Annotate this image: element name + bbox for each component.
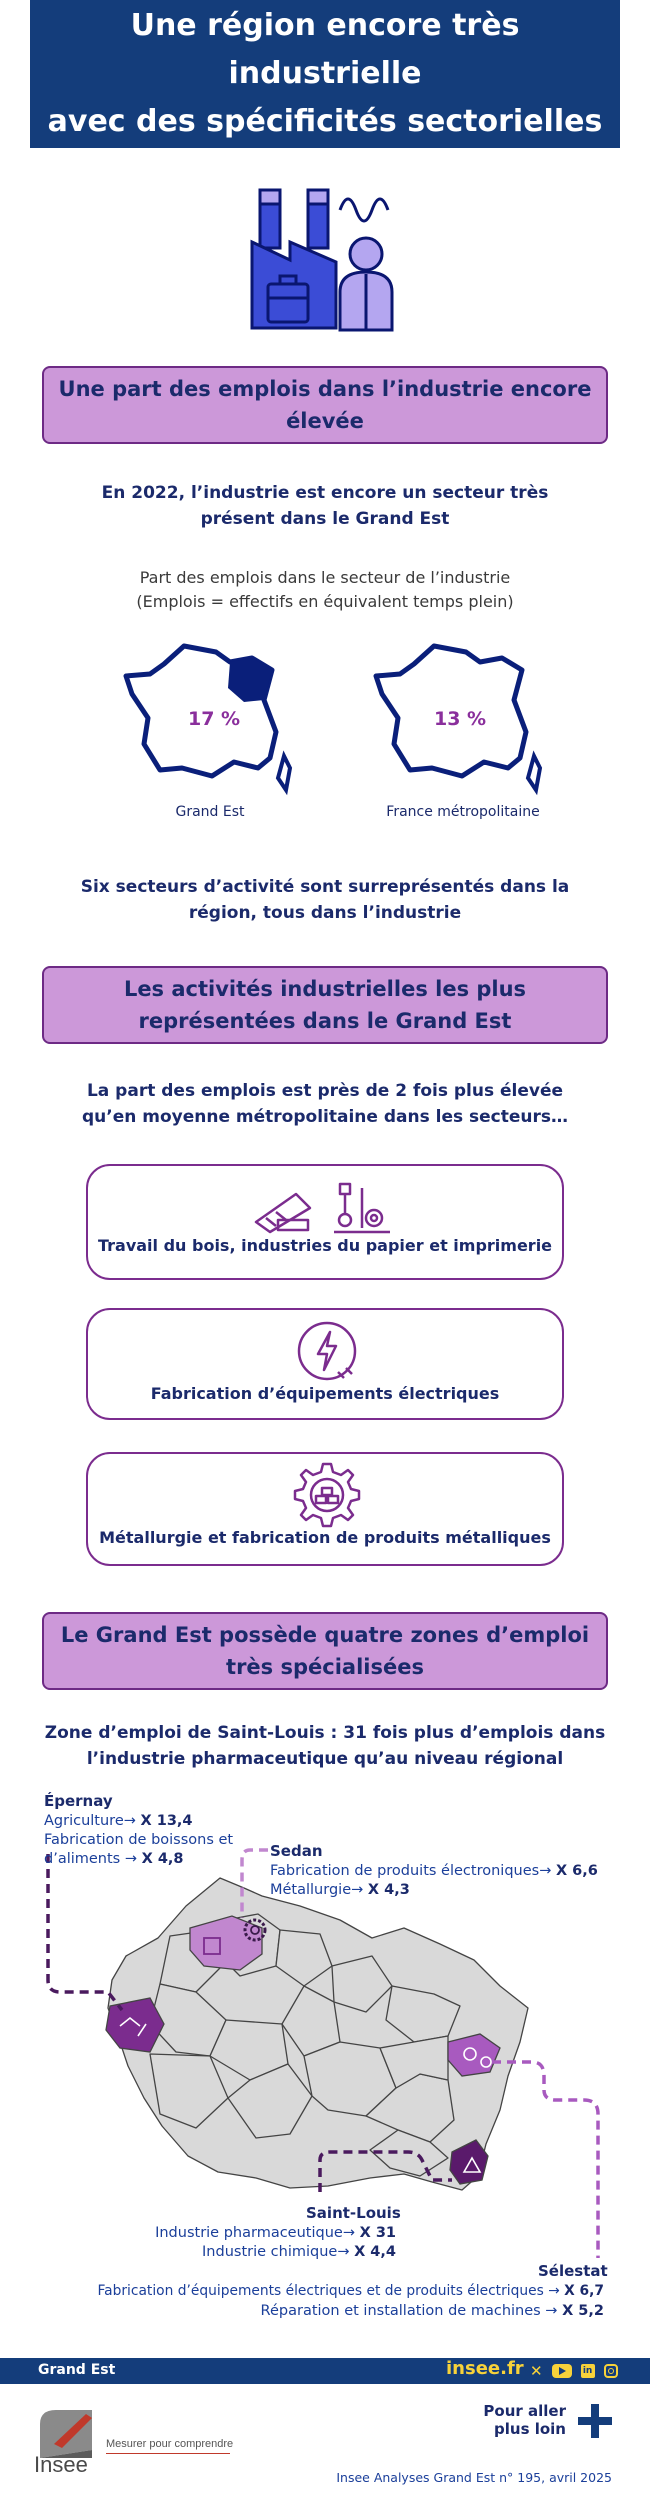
zone-epernay-name: Épernay: [44, 1792, 113, 1810]
chart-title-line1: Part des emplois dans le secteur de l’industrie: [139, 568, 511, 587]
section1-title-box: [42, 366, 608, 444]
france-value: 13 %: [434, 708, 487, 730]
sector-card-electric: [86, 1308, 564, 1420]
wood-paper-icon: [250, 1178, 400, 1236]
section2-intro-line1: La part des emplois est près de 2 fois plus élevée: [86, 1081, 564, 1101]
section1-intro: En 2022, l’industrie est encore un secteur très présent dans le Grand Est: [101, 483, 549, 529]
metal-gear-icon: [292, 1460, 362, 1530]
zone-epernay-line3: d’aliments → X 4,8: [44, 1851, 184, 1867]
youtube-icon[interactable]: [552, 2364, 572, 2378]
instagram-icon[interactable]: [604, 2364, 618, 2378]
sector-label-wood-paper: Travail du bois, industries du papier et imprimerie: [97, 1236, 553, 1255]
france-label: France métropolitaine: [386, 804, 540, 820]
zone-sedan-line1: Fabrication de produits électroniques→ X 6,6: [270, 1863, 598, 1879]
zone-saint-louis-line2: Industrie chimique→ X 4,4: [202, 2244, 396, 2260]
grand-est-value: 17 %: [188, 708, 241, 730]
zone-selestat-name: Sélestat: [538, 2262, 608, 2280]
section2-title: Les activités industrielles les plus représentées dans le Grand Est: [123, 977, 527, 1033]
section3-title-box: [42, 1612, 608, 1690]
more-info-line1: Pour aller: [483, 2402, 566, 2420]
zone-epernay-line2: Fabrication de boissons et: [44, 1832, 234, 1848]
header-title-line2: avec des spécificités sectorielles: [47, 104, 603, 139]
section1-title: Une part des emplois dans l’industrie encore élevée: [58, 377, 592, 433]
electric-plug-icon: [294, 1318, 360, 1384]
section1-conclusion: Six secteurs d’activité sont surreprésentés dans la région, tous dans l’industrie: [80, 877, 570, 923]
social-icons: [530, 2362, 618, 2380]
section3-intro-line2: l’industrie pharmaceutique qu’au niveau régional: [86, 1749, 564, 1769]
factory-worker-icon: [240, 180, 410, 340]
publication-reference: Insee Analyses Grand Est n° 195, avril 2025: [336, 2470, 612, 2485]
linkedin-icon[interactable]: in: [581, 2364, 595, 2378]
selestat-leader: [492, 2062, 598, 2258]
sector-label-electric: Fabrication d’équipements électriques: [150, 1384, 500, 1403]
section2-intro-line2: qu’en moyenne métropolitaine dans les secteurs…: [81, 1107, 568, 1127]
grand-est-label: Grand Est: [175, 804, 245, 820]
more-info-line2: plus loin: [494, 2420, 566, 2438]
zone-selestat-line1: Fabrication d’équipements électriques et de produits électriques → X 6,7: [97, 2283, 604, 2299]
header-title-line1: Une région encore très industrielle: [130, 8, 520, 91]
x-icon[interactable]: ✕: [530, 2362, 543, 2380]
zone-sedan-line2: Métallurgie→ X 4,3: [270, 1882, 410, 1898]
zone-saint-louis-line1: Industrie pharmaceutique→ X 31: [155, 2225, 396, 2241]
tagline-underline: [106, 2453, 230, 2454]
chart-title-line2: (Emplois = effectifs en équivalent temps plein): [136, 592, 514, 611]
zone-selestat-line2: Réparation et installation de machines → X 5,2: [260, 2303, 604, 2319]
zone-epernay-line1: Agriculture→ X 13,4: [44, 1813, 193, 1829]
more-info-link[interactable]: [450, 2402, 566, 2438]
plus-icon[interactable]: [578, 2404, 612, 2438]
footer-region: Grand Est: [38, 2362, 116, 2378]
insee-brand: Insee: [34, 2452, 88, 2477]
insee-site-link[interactable]: insee.fr: [446, 2358, 524, 2379]
section2-title-box: [42, 966, 608, 1044]
section3-intro-line1: Zone d’emploi de Saint-Louis : 31 fois plus d’emplois dans: [44, 1723, 606, 1743]
section3-title: Le Grand Est possède quatre zones d’emploi très spécialisées: [60, 1623, 590, 1679]
insee-tagline: Mesurer pour comprendre: [106, 2438, 234, 2450]
zone-saint-louis-name: Saint-Louis: [306, 2204, 401, 2222]
sector-card-wood-paper: [86, 1164, 564, 1280]
zone-sedan-name: Sedan: [270, 1842, 323, 1860]
sector-label-metal: Métallurgie et fabrication de produits métalliques: [99, 1528, 551, 1547]
sector-card-metal: [86, 1452, 564, 1566]
page-header: [30, 0, 620, 148]
